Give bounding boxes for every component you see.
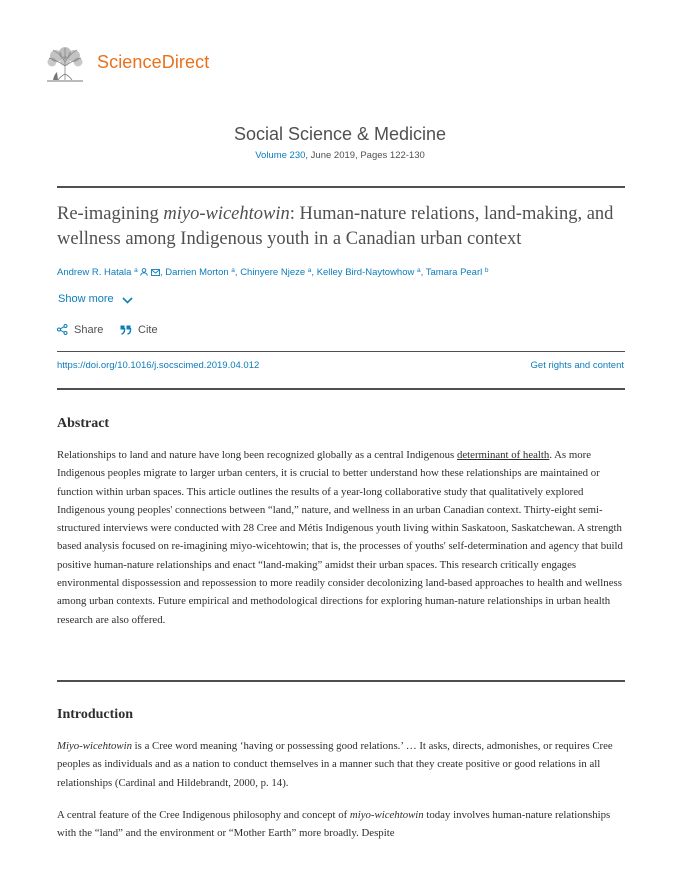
elsevier-tree-logo[interactable] bbox=[44, 44, 86, 82]
share-label: Share bbox=[74, 324, 104, 336]
divider bbox=[57, 680, 625, 682]
intro-paragraph bbox=[57, 737, 625, 792]
introduction-quote bbox=[57, 737, 625, 792]
title-italic-term: miyo-wicehtowin bbox=[163, 204, 290, 224]
italic-term: miyo-wicehtowin bbox=[349, 809, 424, 821]
introduction-paragraph bbox=[57, 806, 625, 843]
title-part: : Human-nature relations, land-making, and wellness among Indigenous youth in a Canadian urban context bbox=[57, 204, 614, 249]
share-icon bbox=[57, 324, 68, 335]
author-link[interactable]: Andrew R. Hatala bbox=[57, 267, 132, 278]
author-separator: , bbox=[234, 267, 238, 278]
intro-text-part: A central feature of the Cree Indigenous philosophy and concept of bbox=[57, 809, 350, 821]
intro-paragraph bbox=[57, 806, 625, 843]
sciencedirect-logo-text[interactable]: ScienceDirect bbox=[97, 52, 210, 72]
intro-text-part: today involves human-nature relationships with the “land” and the environment or “Mother Earth” more broadly. Despite bbox=[57, 809, 611, 840]
rights-link[interactable]: Get rights and content bbox=[530, 360, 624, 371]
author-affiliation-sup: a bbox=[134, 267, 138, 274]
author-link[interactable]: Darrien Morton bbox=[165, 267, 229, 278]
author-separator: , bbox=[160, 267, 163, 278]
issue-details: , June 2019, Pages 122-130 bbox=[305, 150, 425, 161]
author-separator: , bbox=[420, 267, 424, 278]
article-title bbox=[57, 202, 637, 252]
author-affiliation-sup: a bbox=[307, 267, 312, 274]
author-list bbox=[57, 267, 657, 278]
abstract-paragraph bbox=[57, 446, 625, 629]
determinant-of-health-link[interactable]: determinant of health bbox=[456, 449, 550, 461]
doi-link[interactable]: https://doi.org/10.1016/j.socscimed.2019.04.012 bbox=[57, 360, 260, 371]
volume-link[interactable]: Volume 230 bbox=[255, 150, 306, 161]
chevron-down-icon bbox=[122, 297, 133, 304]
share-button[interactable] bbox=[57, 324, 103, 336]
author-link[interactable]: Tamara Pearl bbox=[425, 267, 483, 278]
envelope-icon[interactable] bbox=[151, 269, 160, 276]
author-affiliation-sup: a bbox=[417, 267, 421, 274]
italic-term: Miyo-wicehtowin bbox=[57, 740, 132, 752]
intro-text-part: is a Cree word meaning ‘having or possessing good relations.’ … It asks, directs, admonishes, or requires Cree peoples as individuals and as a nation to conduct themselves in a manner such that they create positive or good relations in all relationships (Cardinal and Hildebrandt, 2000, p. 14). bbox=[57, 740, 613, 789]
abstract-text-part: Relationships to land and nature have long been recognized globally as a central Indigenous bbox=[57, 449, 457, 461]
author-link[interactable]: Chinyere Njeze bbox=[240, 267, 306, 278]
divider bbox=[57, 388, 625, 390]
title-part: Re-imagining bbox=[57, 204, 164, 224]
author-affiliation-sup: b bbox=[484, 267, 489, 274]
abstract-text-part: . As more Indigenous peoples migrate to larger urban centers, it is crucial to better understand how these relationships are maintained or function within urban spaces. This article outlines the results of a year-long collaborative study that qualitatively explored Indigenous young peoples' connections between “land,” nature, and wellness in an urban Canadian context. Thirty-eight semi-structured interviews were conducted with 28 Cree and Métis Indigenous youth living within Saskatoon, Saskatchewan. A strength based analysis focused on re-imagining miyo-wicehtowin; that is, the processes of youths' self-determination and agency that build positive human-nature relationships and enact “land-making” amidst their urban spaces. This research critically engages environmental dispossession and repossession to more readily consider decolonizing land-based approaches to health and wellness among urban contexts. Future empirical and methodological directions for exploring human-nature relationships in urban health research are also offered. bbox=[57, 449, 623, 626]
cite-button[interactable] bbox=[120, 324, 158, 336]
introduction-heading: Introduction bbox=[57, 707, 133, 722]
divider bbox=[57, 351, 625, 352]
quote-icon bbox=[120, 325, 132, 335]
journal-title[interactable]: Social Science & Medicine bbox=[233, 124, 447, 144]
journal-issue-info bbox=[0, 150, 680, 161]
show-more-button[interactable] bbox=[58, 293, 133, 305]
abstract-text bbox=[57, 446, 625, 629]
divider bbox=[57, 186, 625, 188]
author-link[interactable]: Kelley Bird-Naytowhow bbox=[316, 267, 415, 278]
cite-label: Cite bbox=[138, 324, 158, 336]
author-separator: , bbox=[311, 267, 315, 278]
show-more-label: Show more bbox=[58, 293, 114, 305]
author-affiliation-sup: a bbox=[231, 267, 235, 274]
person-icon[interactable] bbox=[140, 268, 148, 276]
abstract-heading: Abstract bbox=[57, 416, 110, 431]
